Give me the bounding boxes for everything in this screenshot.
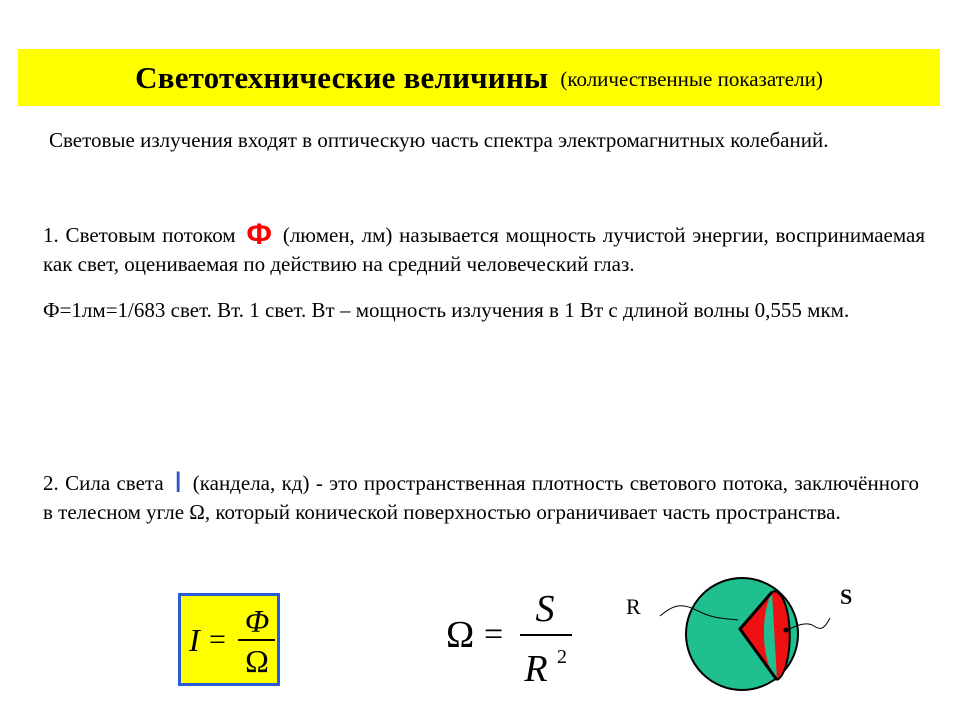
solid-angle-formula [440,585,590,695]
title-bar [18,49,940,106]
formula-denominator-r: R [524,648,548,690]
formula-numerator-s: S [535,588,555,630]
label-r: R [626,594,641,619]
section-1-paragraph [43,218,925,279]
section-1-lead: 1. Световым потоком [43,223,236,247]
page-title: Светотехнические величины [135,59,549,95]
section-2-paragraph [43,466,919,527]
flux-symbol: Ф [246,218,273,251]
intensity-symbol: I [174,466,183,499]
intensity-formula-box [178,593,280,686]
section-2-text: (кандела, кд) - это пространственная плотность светового потока, заключённого в телесном угле Ω, который конической поверхностью ограничивает часть пространства. [43,471,920,524]
pointer-dot [784,628,789,633]
formula-lhs-i: I [189,622,200,658]
label-s: S [840,584,853,609]
formula-eq-2: = [484,616,504,653]
section-1-text: (люмен, лм) называется мощность лучистой энергии, воспринимаемая как свет, оцениваемая по действию на средний человеческий глаз. [43,223,925,276]
formula-denominator-omega: Ω [245,643,269,679]
formula-lhs-omega: Ω [446,614,475,656]
formula-eq: = [209,623,226,656]
intro-paragraph: Световые излучения входят в оптическую часть спектра электромагнитных колебаний. [49,128,829,152]
solid-angle-figure [600,570,860,700]
section-1-relation: Ф=1лм=1/683 свет. Вт. 1 свет. Вт – мощность излучения в 1 Вт с длиной волны 0,555 мкм. [43,298,850,322]
formula-numerator-phi: Φ [244,603,270,639]
formula-exponent: 2 [557,646,567,668]
intensity-formula [181,596,277,683]
section-2-lead: 2. Сила света [43,471,164,495]
page-subtitle: (количественные показатели) [560,67,823,91]
